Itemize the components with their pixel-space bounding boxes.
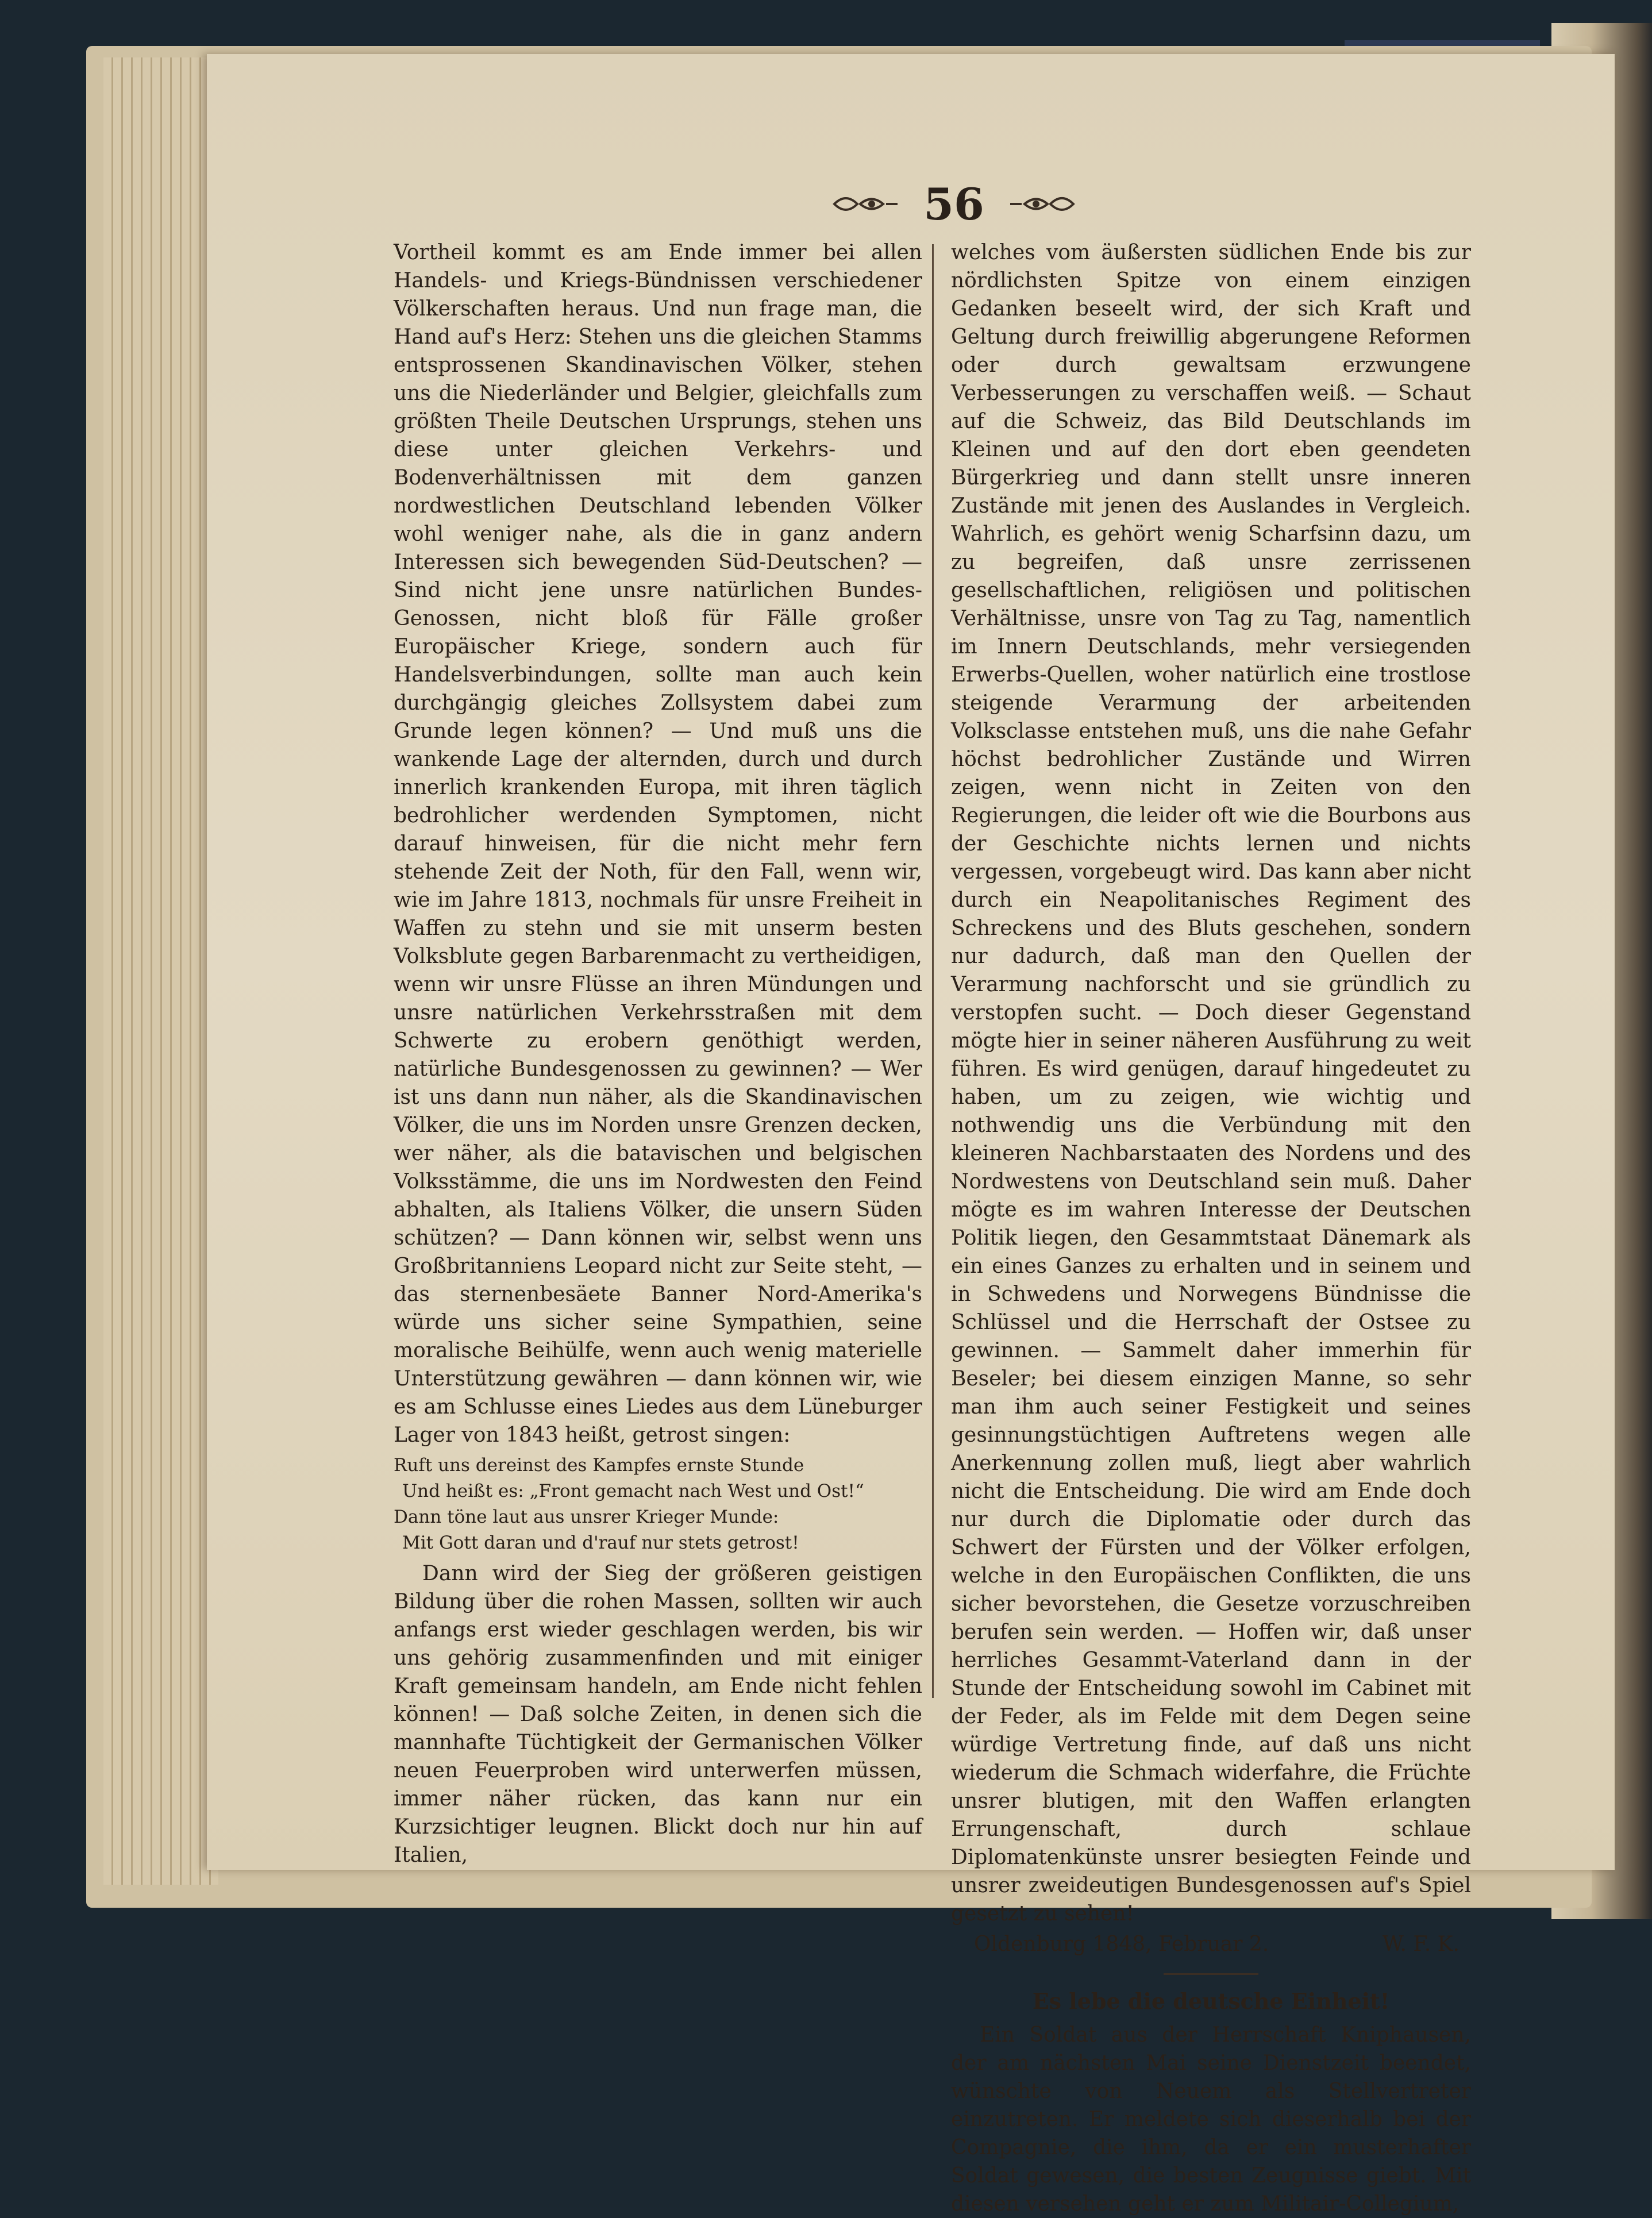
left-paragraph-1: Vortheil kommt es am Ende immer bei allen Handels- und Kriegs-Bündnissen verschiedener Völkerschaften heraus. Und nun frage man, die Hand auf's Herz: Stehen uns die gleichen Stamms entsprossenen Skandinavischen Völker, stehen uns die Niederländer und Belgier, gleichfalls zum größten Theile Deutschen Ursprungs, stehen uns diese unter gleichen Verkehrs- und Bodenverhältnissen mit dem ganzen nordwestlichen Deutschland lebenden Völker wohl weniger nahe, als die in ganz andern Interessen sich bewegenden Süd-Deutschen? — Sind nicht jene unsre natürlichen Bundes-Genossen, nicht bloß für Fälle großer Europäischer Kriege, sondern auch für Handelsverbindungen, sollte man auch kein durchgängig gleiches Zollsystem dabei zum Grunde legen können? — Und muß uns die wankende Lage der alternden, durch und durch innerlich krankenden Europa, mit ihren täglich bedrohlicher werdenden Symptomen, nicht darauf hinweisen, für die nicht mehr fern stehende Zeit der Noth, für den Fall, wenn wir, wie im Jahre 1813, nochmals für unsre Freiheit in Waffen zu stehn und sie mit unserm besten Volksblute gegen Barbarenmacht zu vertheidigen, wenn wir unsre Flüsse an ihren Mündungen und unsre natürlichen Verkehrsstraßen mit dem Schwerte zu erobern genöthigt werden, natürliche Bundesgenossen zu gewinnen? — Wer ist uns dann nun näher, als die Skandinavischen Völker, die uns im Norden unsre Grenzen decken, wer näher, als die batavischen und belgischen Volksstämme, die uns im Nordwesten den Feind abhalten, als Italiens Völker, die unsern Süden schützen? — Dann können wir, selbst wenn uns Großbritanniens Leopard nicht zur Seite steht, — das sternenbesäete Banner Nord-Amerika's würde uns sicher seine Sympathien, seine moralische Beihülfe, wenn auch wenig materielle Unterstützung gewähren — dann können wir, wie es am Schlusse eines Liedes aus dem Lüneburger Lager von 1843 heißt, getrost singen:	[394, 241, 922, 1447]
poem-line-1: Ruft uns dereinst des Kampfes ernste Stunde	[394, 1455, 804, 1476]
right-paragraph-2: Ein Soldat aus der Herrschaft Kniphausen, der am nächsten Mai seine Dienstzeit beendet, wünschte von Neuem als Stellvertreter einzutreten. Er meldete sich dieserhalb bei der Compagnie, die ihm, da er ein musterhafter Soldat gewesen, die besten Zeugnisse giebt. Mit diesen versehen geht er zum Militair-Collegium,	[951, 2023, 1471, 2216]
left-column	[394, 238, 922, 1869]
left-paragraph-2: Dann wird der Sieg der größeren geistigen Bildung über die rohen Massen, sollten wir auch anfangs erst wieder geschlagen werden, bis wir uns gehörig zusammenfinden und mit einiger Kraft gemeinsam handeln, am Ende nicht fehlen können! — Daß solche Zeiten, in denen sich die mannhafte Tüchtigkeit der Germanischen Völker neuen Feuerproben wird unterwerfen müssen, immer näher rücken, das kann nur ein Kurzsichtiger leugnen. Blickt doch nur hin auf Italien,	[394, 1562, 922, 1867]
right-ornament-icon	[1007, 190, 1076, 218]
signature-line	[951, 1930, 1471, 1958]
column-divider	[932, 244, 934, 1698]
right-column	[951, 238, 1471, 2218]
page-edges	[103, 57, 218, 1885]
article-headline: Es lebe die deutsche Einheit!	[1032, 1988, 1390, 2014]
poem-line-3: Dann töne laut aus unsrer Krieger Munde:	[394, 1507, 779, 1527]
author-initials: W. F. K.	[1382, 1932, 1460, 1956]
right-paragraph-1: welches vom äußersten südlichen Ende bis zur nördlichsten Spitze von einem einzigen Gedanken beseelt wird, der sich Kraft und Geltung durch freiwillig abgerungene Reformen oder durch gewaltsam erzwungene Verbesserungen zu verschaffen weiß. — Schaut auf die Schweiz, das Bild Deutschlands im Kleinen und auf den dort eben geendeten Bürgerkrieg und dann stellt unsre inneren Zustände mit jenen des Auslandes in Vergleich. Wahrlich, es gehört wenig Scharfsinn dazu, um zu begreifen, daß unsre zerrissenen gesellschaftlichen, religiösen und politischen Verhältnisse, unsre von Tag zu Tag, namentlich im Innern Deutschlands, mehr versiegenden Erwerbs-Quellen, woher natürlich eine trostlose steigende Verarmung der arbeitenden Volksclasse entstehen muß, uns die nahe Gefahr höchst bedrohlicher Zustände und Wirren zeigen, wenn nicht in Zeiten von den Regierungen, die leider oft wie die Bourbons aus der Geschichte nichts lernen und nichts vergessen, vorgebeugt wird. Das kann aber nicht durch ein Neapolitanisches Regiment des Schreckens und des Bluts geschehen, sondern nur dadurch, daß man den Quellen der Verarmung nachforscht und sie gründlich zu verstopfen sucht. — Doch dieser Gegenstand mögte hier in seiner näheren Ausführung zu weit führen. Es wird genügen, darauf hingedeutet zu haben, um zu zeigen, wie wichtig und nothwendig uns die Verbündung mit den kleineren Nachbarstaaten des Nordens und des Nordwestens von Deutschland sein muß. Daher mögte es im wahren Interesse der Deutschen Politik liegen, den Gesammtstaat Dänemark als ein eines Ganzes zu erhalten und in seinem und in Schwedens und Norwegens Bündnisse die Schlüssel und die Herrschaft der Ostsee zu gewinnen. — Sammelt daher immerhin für Beseler; bei diesem einzigen Manne, so sehr man ihm auch seiner Festigkeit und seines gesinnungstüchtigen Auftretens wegen alle Anerkennung zollen muß, liegt aber wahrlich nicht die Entscheidung. Die wird am Ende doch nur durch die Diplomatie oder durch das Schwert der Fürsten und der Völker erfolgen, welche in den Europäischen Conflikten, die uns sicher bevorstehen, die Gesetze vorzuschreiben berufen sein werden. — Hoffen wir, daß unser herrliches Gesammt-Vaterland dann in der Stunde der Entscheidung sowohl im Cabinet mit der Feder, als im Felde mit dem Degen seine würdige Vertretung finde, auf daß uns nicht wiederum die Schmach widerfahre, die Früchte unsrer blutigen, mit den Waffen erlangten Errungenschaft, durch schlaue Diplomatenkünste unsrer besiegten Feinde und unsrer zweideutigen Bundesgenossen auf's Spiel gesetzt zu sehen!	[951, 241, 1471, 1926]
page-header	[793, 172, 1115, 236]
poem-line-4: Mit Gott daran und d'rauf nur stets getrost!	[402, 1532, 799, 1553]
poem-stanza	[394, 1453, 922, 1556]
dateline: Oldenburg 1848, Februar 2.	[974, 1932, 1269, 1956]
section-separator	[1164, 1973, 1258, 1975]
poem-line-2: Und heißt es: „Front gemacht nach West und Ost!“	[402, 1481, 864, 1501]
page-number: 56	[923, 178, 984, 230]
left-ornament-icon	[831, 190, 900, 218]
